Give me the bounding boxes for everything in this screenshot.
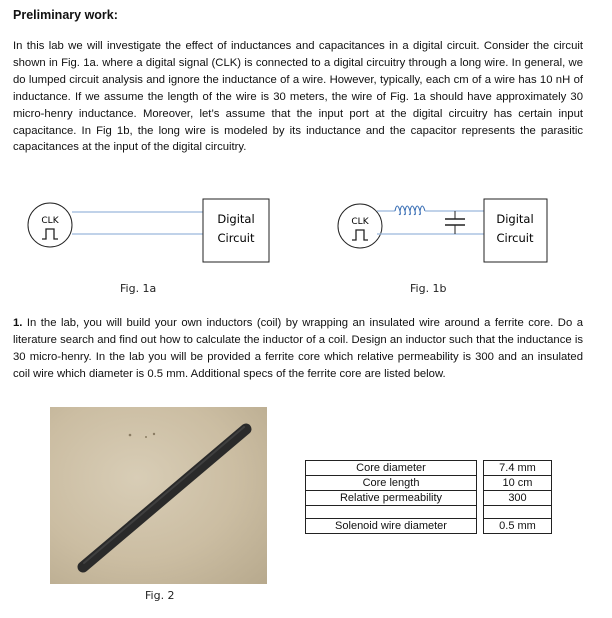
table-row xyxy=(306,461,552,476)
table-row xyxy=(306,519,552,534)
question-paragraph xyxy=(13,315,583,383)
spec-label: Core length xyxy=(306,476,477,491)
question-number: 1. xyxy=(13,317,23,329)
fig1b-block-label-1: Digital xyxy=(496,212,534,226)
ferrite-rod-icon xyxy=(50,407,267,584)
core-specs-table xyxy=(305,460,552,534)
fig2-caption: Fig. 2 xyxy=(145,589,175,602)
fig1b-caption: Fig. 1b xyxy=(410,282,447,295)
spacer xyxy=(477,476,484,491)
spec-value: 0.5 mm xyxy=(484,519,552,534)
spec-label: Core diameter xyxy=(306,461,477,476)
spacer xyxy=(477,519,484,534)
table-gap-row xyxy=(306,506,552,519)
fig1a-block-label-1: Digital xyxy=(217,212,255,226)
spec-value: 7.4 mm xyxy=(484,461,552,476)
intro-paragraph: In this lab we will investigate the effect of inductances and capacitances in a digital circuit. Consider the circuit shown in Fig. 1a. where a digital signal (CLK) is connected to a digital circuitry through a long wire. In general, we do lumped circuit analysis and ignore the inductance of a wire. However, typically, each cm of a wire has 10 nH of inductance. If we assume the length of the wire is 30 meters, the wire of Fig. 1a should have approximately 30 micro-henry inductance. Moreover, let’s assume that the input port at the digital circuitry has certain input capacitance. In Fig 1b, the long wire is modeled by its inductance and the capacitor represents the parasitic capacitances at the input of the digital circuitry. xyxy=(13,40,583,154)
empty-cell xyxy=(306,506,477,519)
spacer xyxy=(477,491,484,506)
spec-label: Relative permeability xyxy=(306,491,477,506)
fig1b-clk-label: CLK xyxy=(351,217,369,227)
fig1b-block-label-2: Circuit xyxy=(496,231,534,245)
table-row xyxy=(306,476,552,491)
inductor-coil-icon xyxy=(395,206,425,215)
question-text: In the lab, you will build your own inductors (coil) by wrapping an insulated wire around a ferrite core. Do a literature search and find out how to calculate the inductor of a coil. Design an inductor such that the inductance is 30 micro-henry. In the lab you will be provided a ferrite core which relative permeability is 300 and an insulated coil wire which diameter is 0.5 mm. Additional specs of the ferrite core are listed below. xyxy=(13,317,583,380)
spec-value: 10 cm xyxy=(484,476,552,491)
fig1a-clk-label: CLK xyxy=(41,216,59,226)
fig1b-diagram xyxy=(338,199,547,262)
spacer xyxy=(477,461,484,476)
ferrite-core-photo xyxy=(50,407,267,584)
fig1a-block-label-2: Circuit xyxy=(217,231,255,245)
fig1a-diagram xyxy=(28,199,269,262)
empty-cell xyxy=(484,506,552,519)
fig1a-caption: Fig. 1a xyxy=(120,282,157,295)
section-heading: Preliminary work: xyxy=(13,8,118,22)
spec-label: Solenoid wire diameter xyxy=(306,519,477,534)
table-row xyxy=(306,491,552,506)
spacer xyxy=(477,506,484,519)
circuit-figures xyxy=(0,190,612,300)
spec-value: 300 xyxy=(484,491,552,506)
